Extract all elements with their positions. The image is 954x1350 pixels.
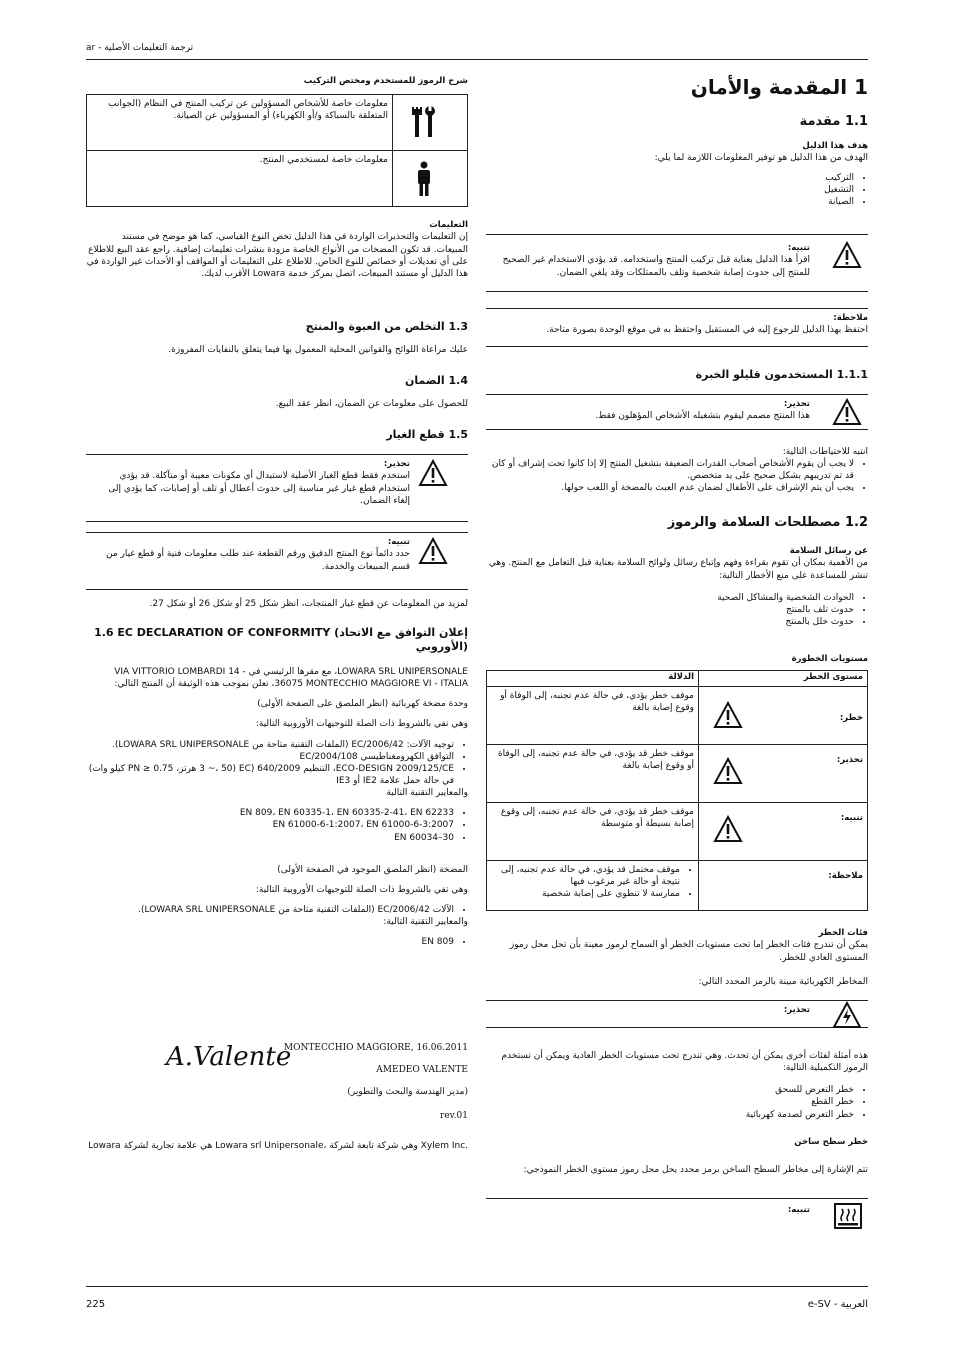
list-item: • خطر التعرض للسحق [486,1084,854,1096]
precautions-list [486,458,868,494]
list-item: • خطر التعرض لصدمة كهربائية [486,1109,854,1121]
table-cell [393,151,468,207]
categories-text: يمكن أن تندرج فئات الخطر إما تحت مستويات الخطر أو السماح لرموز معينة بأن تحل محل رموز المستوى العادي للخطر. [509,940,868,963]
caution-title: تنبيه: [787,1205,810,1215]
table-row [87,95,468,151]
list-item: • الحوادث الشخصية والمشاكل الصحية [486,592,854,604]
footer-doc: العربية - e-SV [807,1299,868,1310]
section-1-4-text: للحصول على معلومات عن الضمان، انظر عقد البيع. [275,399,468,409]
decl-intro: LOWARA SRL UNIPERSONALE، مع مقرها الرئيسي في VIA VITTORIO LOMBARDI 14 - 36075 MONTECCHIO MAGGIORE VI - ITALIA، تعلن بموجب هذه الوثيقة أن المنتج التالي: [114,667,468,690]
safety-list [486,592,868,628]
hazard-levels-title: مستويات الخطورة [791,654,868,664]
declaration [86,666,468,948]
list-item: • حدوث تلف بالمنتج [486,604,854,616]
list-item: • يجب أن يتم الإشراف على الأطفال لضمان عدم العبث بالمضخة أو اللعب حولها. [486,482,854,494]
caution-box-1 [486,234,868,292]
hazard-categories [486,928,868,988]
trademark-note: Lowara هي علامة تجارية لشركة Lowara srl Unipersonale، وهي شركة تابعة لشركة Xylem Inc. [88,1141,468,1151]
instructions-title: التعليمات [429,220,468,230]
purpose-title: هدف هذا الدليل [802,140,868,151]
list-item: • EN 61000-6-1:2007، EN 61000-6-3:2007 [86,819,454,831]
list-item: • التركيب [486,172,854,184]
purpose-text: الهدف من هذا الدليل هو توفير المعلومات اللازمة لما يلي: [654,153,868,164]
table-row [487,687,868,745]
table-cell: موقف خطر قد يؤدي، في حالة عدم تجنبه، إلى الوفاة أو وقوع إصابة بالغة [487,745,699,803]
warning-title: تحذير: [383,459,410,469]
warning-title: تحذير: [783,399,810,409]
table-cell: معلومات خاصة للأشخاص المسؤولين عن تركيب المنتج في النظام (الجوانب المتعلقة بالسباكة و/أو الكهرباء) أو المسؤولين عن الصيانة. [87,95,393,151]
list-item: • لا يجب أن يقوم الأشخاص أصحاب القدرات الضعيفة بتشغيل المنتج إلا إذا كانوا تحت إشراف أو كان قد تم تدريبهم بشكل صحيح على يد متخصص. [486,458,854,482]
warning-text: هذا المنتج مصمم ليقوم بتشغيله الأشخاص المؤهلون فقط. [595,411,810,422]
safety-text: من الأهمية بمكان أن تقوم بقراءة وفهم وإتباع رسائل ولوائح السلامة بعناية قبل التعامل مع المنتج. وهي تنشر للمساعدة على منع الأخطار التالية: [488,558,868,581]
list-item: • خطر القطع [486,1096,854,1108]
table-cell [487,861,699,911]
safety-title: عن رسائل السلامة [789,546,868,556]
hazard-level: تحذير: [836,755,863,765]
hazard-table [486,670,868,911]
caution-box-spares [86,532,468,590]
other-text: هذه أمثلة لفئات أخرى يمكن أن تحدث. وهي تندرج تحت مستويات الخطر العادية ويمكن أن تستخدم الرموز التكميلية التالية: [501,1051,868,1074]
hazard-level: ملاحظة: [828,871,863,881]
place-date: MONTECCHIO MAGGIORE, 16.06.2011 [283,1043,468,1053]
table-row [487,803,868,861]
table-cell: موقف خطر يؤدي، في حالة عدم تجنبه، إلى الوفاة أو وقوع إصابة بالغة [487,687,699,745]
section-1-title: 1 المقدمة والأمان [690,75,868,99]
warning-triangle-icon [713,757,743,785]
list-item: • الآلات EC/2006/42 (الملفات التقنية متاحة من LOWARA SRL UNIPERSONALE). [86,904,454,916]
electrical-text: المخاطر الكهربائية مبينة بالرمز المحدد التالي: [698,976,868,987]
table-cell [699,861,868,911]
list-item: • توجيه الآلات: EC/2006/42 (الملفات التقنية متاحة من LOWARA SRL UNIPERSONALE). [86,739,454,751]
user-icon [415,161,433,197]
section-1-4-title: 1.4 الضمان [405,374,468,387]
decl-standards [86,807,468,843]
section-1-5-title: 1.5 قطع الغيار [386,428,468,441]
warning-triangle-icon [713,701,743,729]
hazard-level: تنبيه: [840,813,863,823]
table-cell [699,687,868,745]
pump-standards-label: والمعايير التقنية التالية: [383,917,468,928]
page-number: 225 [86,1299,106,1310]
caution-title: تنبيه: [387,537,410,547]
section-1-3-title: 1.3 التخلص من العبوة والمنتج [305,320,468,333]
list-item: • EN 809، EN 60335-1، EN 60335-2-41، EN 62233 [86,807,454,819]
revision: rev.01 [440,1111,468,1122]
signature-block [230,1042,468,1123]
table-cell: موقف خطر قد يؤدي، في حالة عدم تجنبه، إلى وقوع إصابة بسيطة أو متوسطة [487,803,699,861]
decl-standards-label: والمعايير التقنية التالية [386,788,468,799]
section-1-1-title: 1.1 مقدمة [799,114,868,129]
list-item: • موقف محتمل قد يؤدي، في حالة عدم تجنبه، إلى نتيجة أو حالة غير مرغوب فيها [491,864,680,888]
section-1-3-text: عليك مراعاة اللوائح والقوانين المحلية المعمول بها فيما يتعلق بالنفايات المفروزة. [168,345,468,355]
list-item: • حدوث خلل بالمنتج [486,616,854,628]
other-list [486,1084,868,1120]
table-row [487,861,868,911]
hot-surface-text: تتم الإشارة إلى مخاطر السطح الساخن برمز محدد يحل محل رموز مستوى الخطر النموذجي: [523,1165,868,1176]
footer-rule [86,1286,868,1287]
purpose-list [486,172,868,208]
decl-comply: وهي تفي بالشروط ذات الصلة للتوجيهات الأوروبية التالية: [255,719,468,730]
caution-text: حدد دائماً نوع المنتج الدقيق ورقم القطعة عند طلب معلومات فنية أو قطع غيار من قسم المبيعات والخدمة. [105,549,410,572]
categories-title: فئات الخطر [818,928,868,938]
safety-messages [486,546,868,628]
decl-unit: وحدة مضخة كهربائية (انظر الملصق على الصفحة الأولى) [257,699,468,710]
warning-triangle-icon [832,241,862,269]
list-item: • ممارسة لا تنطوي على إصابة شخصية [491,888,680,900]
header-text: ترجمة التعليمات الأصلية - ar [86,43,194,53]
warning-triangle-icon [713,815,743,843]
header-rule [86,59,868,60]
table-header: الدلالة [487,671,699,687]
pump-standards [86,936,468,948]
signer-role: (مدير الهندسة والبحث والتطوير) [347,1087,468,1098]
warning-title: تحذير: [783,1005,810,1015]
section-1-1-1-title: 1.1.1 المستخدمون قليلو الخبرة [695,368,868,381]
warning-triangle-icon [418,537,448,565]
hot-surface-title: خطر سطح ساخن [794,1136,868,1147]
table-row [87,151,468,207]
table-cell: معلومات خاصة لمستخدمي المنتج. [87,151,393,207]
caution-title: تنبيه: [787,243,810,253]
hazard-level: خطر: [839,713,863,723]
note-text: احتفظ بهذا الدليل للرجوع إليه في المستقبل واحتفظ به في موقع الوحدة بصورة متاحة. [546,325,868,336]
pump-comply: وهي تفي بالشروط ذات الصلة للتوجيهات الأوروبية التالية: [255,884,468,895]
list-item: • التوافق الكهرومغناطيسي EC/2004/108 [86,751,454,763]
warning-triangle-icon [418,459,448,487]
warning-box-electrical [486,1000,868,1028]
right-column [486,72,868,209]
table-header: مستوى الخطر [699,671,868,687]
caution-box-hot [486,1198,868,1233]
signature-image: A.Valente [166,1042,292,1072]
list-item: • الصيانة [486,196,854,208]
list-item: • ECO-DESIGN 2009/125/CE، التنظيم EC) 640/2009 (3 ~، 50 هرتز، PN ≥ 0.75 كيلو وات) في حالة حمل علامة IE2 أو IE3 [86,763,454,787]
list-item: • EN 809 [86,936,454,948]
list-item: • EN 60034–30 [86,832,454,844]
signer-name: AMEDEO VALENTE [376,1065,468,1076]
decl-directives [86,739,468,788]
symbols-title: شرح الرموز للمستخدم ومختص التركيب [303,76,468,86]
section-1-2-title: 1.2 مصطلحات السلامة والرموز [667,515,868,530]
instructions-text: إن التعليمات والتحذيرات الواردة في هذا الدليل تخص النوع القياسي، كما هو موضح في مستند المبيعات. قد تكون المضخات من الأنواع الخاصة مزودة بنشرات تعليمات إضافية. راجع عقد البيع للاطلاع على أي تعديلات أو خصائص للنوع الخاص. للاطلاع على التعليمات أو المواقف أو الأحداث غير الواردة في هذا الدليل أو مستند المبيعات، اتصل بمركز خدمة Lowara الأقرب لديك. [86,232,468,279]
pump-label: المضخة (انظر الملصق الموجود في الصفحة الأولى) [277,864,468,875]
table-header-row [487,671,868,687]
section-1-6-title: 1.6 EC DECLARATION OF CONFORMITY (إعلان التوافق مع الاتحاد الأوروبي) [94,626,468,654]
installer-tools-icon [411,105,437,139]
hot-surface-icon [834,1203,862,1229]
spares-reference: لمزيد من المعلومات عن قطع غيار المنتجات، انظر شكل 25 أو شكل 26 أو شكل 27. [149,599,468,609]
note-1 [486,308,868,337]
table-cell [699,803,868,861]
symbols-table [86,94,468,207]
caution-text: اقرأ هذا الدليل بعناية قبل تركيب المنتج واستخدامه. قد يؤدي الاستخدام غير الصحيح للمنتج إلى حدوث إصابة شخصية وتلف بالممتلكات وقد يلغي الضمان. [502,255,810,278]
warning-box-1 [486,394,868,430]
instructions [86,220,468,280]
precautions [486,446,868,495]
warning-text: استخدم فقط قطع الغيار الأصلية لاستبدال أي مكونات معيبة أو متآكلة. قد يؤدي استخدام قطع غيار غير مناسبة إلى حدوث أعطال أو تلف أو إصابات، كما يؤدي إلى إلغاء الضمان. [108,471,410,506]
precautions-intro: انتبه للاحتياطات التالية: [782,447,868,457]
list-item: • التشغيل [486,184,854,196]
table-cell [393,95,468,151]
warning-triangle-icon [832,398,862,426]
table-cell [699,745,868,803]
warning-box-spares [86,454,468,522]
note-title: ملاحظة: [833,313,868,323]
rule [486,346,868,347]
note-list [491,864,694,900]
electrical-hazard-icon [832,1001,862,1029]
table-row [487,745,868,803]
pump-directives [86,904,468,916]
other-categories [486,1050,868,1176]
